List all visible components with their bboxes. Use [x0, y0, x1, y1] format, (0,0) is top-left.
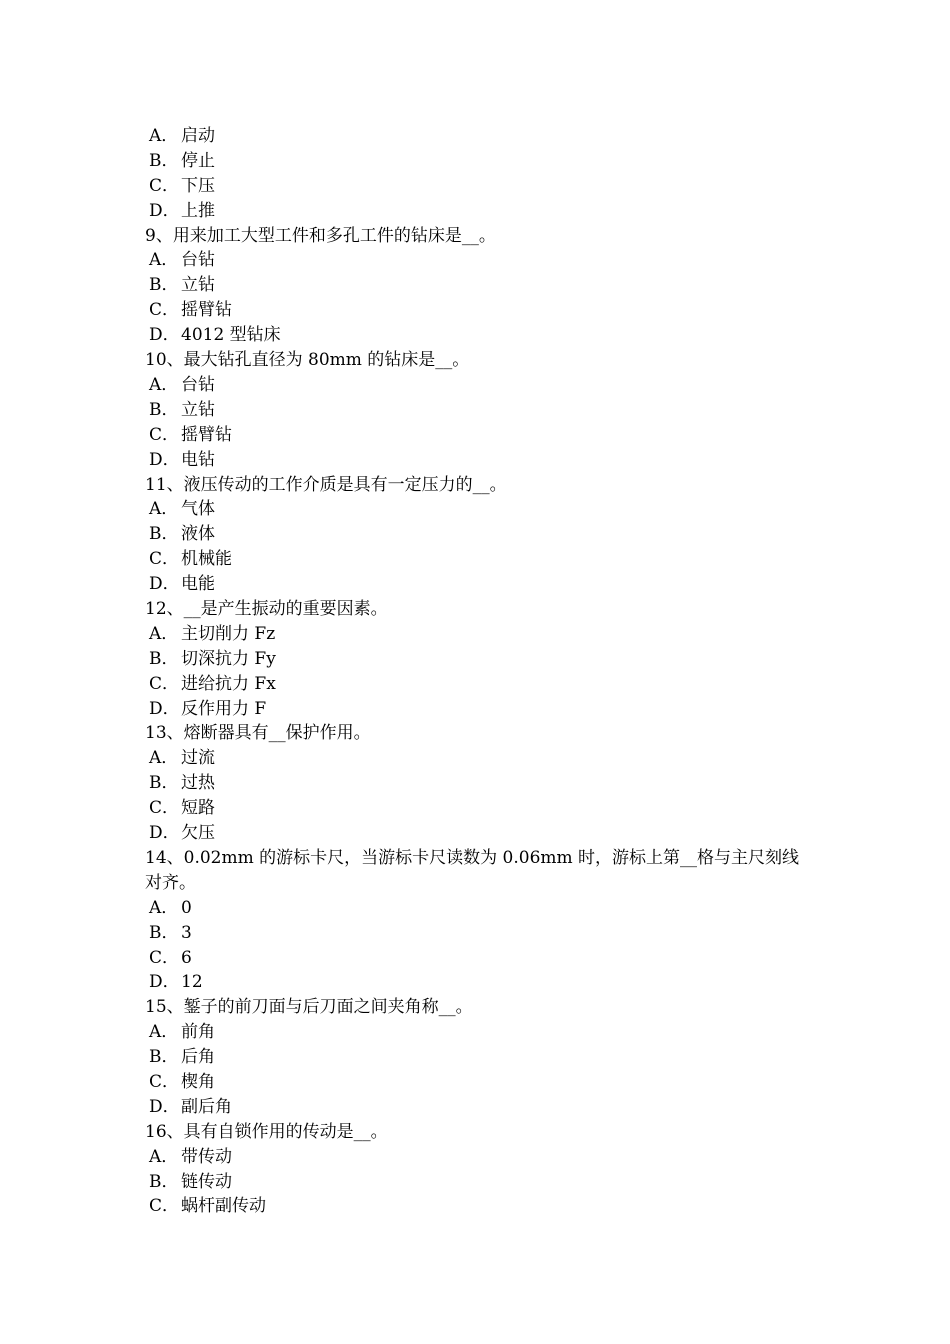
- option-text: 摇臂钻: [181, 300, 232, 321]
- option-line: [145, 821, 815, 846]
- option-letter: C．: [149, 300, 180, 321]
- option-text: 过热: [181, 773, 215, 794]
- option-text: 欠压: [181, 823, 215, 844]
- option-text: 机械能: [181, 549, 232, 570]
- option-letter: B．: [149, 922, 179, 943]
- option-line: [145, 149, 815, 174]
- option-letter: B．: [149, 1047, 179, 1068]
- option-text: 主切削力 Fz: [181, 623, 276, 644]
- option-letter: B．: [149, 399, 179, 420]
- option-line: [145, 497, 815, 522]
- option-line: [145, 199, 815, 224]
- option-line: [145, 323, 815, 348]
- option-letter: C．: [149, 798, 180, 819]
- question-block: [145, 846, 815, 995]
- question-block: [145, 348, 815, 472]
- option-line: [145, 1020, 815, 1045]
- option-line: [145, 423, 815, 448]
- option-line: [145, 697, 815, 722]
- option-line: [145, 248, 815, 273]
- option-text: 电能: [181, 574, 215, 595]
- option-line: [145, 771, 815, 796]
- option-text: 6: [181, 947, 192, 968]
- option-letter: B．: [149, 648, 179, 669]
- option-text: 带传动: [181, 1146, 232, 1167]
- option-letter: B．: [149, 275, 179, 296]
- option-text: 后角: [181, 1047, 215, 1068]
- option-letter: A．: [149, 1022, 179, 1043]
- option-text: 反作用力 F: [181, 698, 267, 719]
- option-line: [145, 298, 815, 323]
- option-line: [145, 398, 815, 423]
- option-text: 启动: [181, 126, 215, 146]
- option-text: 3: [181, 922, 192, 943]
- option-letter: C．: [149, 947, 180, 968]
- option-letter: A．: [149, 126, 179, 146]
- option-letter: D．: [149, 1096, 180, 1117]
- option-letter: A．: [149, 897, 179, 918]
- option-line: [145, 572, 815, 597]
- option-letter: A．: [149, 499, 179, 520]
- question-block: [145, 597, 815, 721]
- option-letter: B．: [149, 150, 179, 171]
- option-letter: A．: [149, 1146, 179, 1167]
- question-stem: 16、具有自锁作用的传动是__。: [145, 1121, 388, 1142]
- option-text: 0: [181, 897, 192, 918]
- question-block: [145, 995, 815, 1119]
- option-line: [145, 796, 815, 821]
- option-letter: D．: [149, 574, 180, 595]
- question-stem: 11、液压传动的工作介质是具有一定压力的__。: [145, 474, 507, 495]
- option-letter: A．: [149, 623, 179, 644]
- option-line: [145, 896, 815, 921]
- option-text: 电钻: [181, 449, 215, 470]
- option-text: 副后角: [181, 1096, 232, 1117]
- option-letter: D．: [149, 325, 180, 346]
- option-text: 上推: [181, 200, 215, 221]
- option-letter: A．: [149, 374, 179, 395]
- option-text: 台钻: [181, 250, 215, 271]
- option-line: [145, 1170, 815, 1195]
- option-letter: A．: [149, 748, 179, 769]
- option-line: [145, 1045, 815, 1070]
- option-line: [145, 1145, 815, 1170]
- option-letter: C．: [149, 549, 180, 570]
- option-line: [145, 273, 815, 298]
- option-line: [145, 647, 815, 672]
- option-letter: D．: [149, 200, 180, 221]
- option-text: 台钻: [181, 374, 215, 395]
- question-stem: 9、用来加工大型工件和多孔工件的钻床是__。: [145, 225, 496, 246]
- question-block: [145, 721, 815, 845]
- option-text: 进给抗力 Fx: [181, 673, 276, 694]
- question-block: [145, 473, 815, 597]
- previous-question-options: [145, 124, 815, 224]
- option-text: 楔角: [181, 1071, 215, 1092]
- option-text: 链传动: [181, 1171, 232, 1192]
- option-letter: B．: [149, 524, 179, 545]
- question-stem: 15、錾子的前刀面与后刀面之间夹角称__。: [145, 997, 473, 1018]
- option-text: 4012 型钻床: [181, 325, 281, 346]
- question-block: [145, 224, 815, 348]
- question-stem: 10、最大钻孔直径为 80mm 的钻床是__。: [145, 350, 470, 371]
- option-text: 停止: [181, 150, 215, 171]
- option-line: [145, 1194, 815, 1219]
- option-line: [145, 622, 815, 647]
- option-letter: D．: [149, 823, 180, 844]
- option-line: [145, 522, 815, 547]
- option-text: 下压: [181, 175, 215, 196]
- option-line: [145, 672, 815, 697]
- option-text: 液体: [181, 524, 215, 545]
- option-text: 气体: [181, 499, 215, 520]
- document-body: [145, 124, 815, 1219]
- option-line: [145, 1095, 815, 1120]
- option-text: 蜗杆副传动: [181, 1196, 266, 1217]
- question-stem: 12、__是产生振动的重要因素。: [145, 598, 388, 619]
- option-letter: A．: [149, 250, 179, 271]
- option-text: 立钻: [181, 399, 215, 420]
- option-letter: B．: [149, 1171, 179, 1192]
- option-text: 摇臂钻: [181, 424, 232, 445]
- option-text: 前角: [181, 1022, 215, 1043]
- option-line: [145, 970, 815, 995]
- option-letter: D．: [149, 449, 180, 470]
- option-line: [145, 1070, 815, 1095]
- option-letter: C．: [149, 673, 180, 694]
- question-stem: 14、0.02mm 的游标卡尺，当游标卡尺读数为 0.06mm 时，游标上第__格与主尺刻线对齐。: [145, 847, 800, 893]
- option-text: 过流: [181, 748, 215, 769]
- question-block: [145, 1120, 815, 1220]
- option-letter: D．: [149, 698, 180, 719]
- option-line: [145, 124, 815, 149]
- option-letter: C．: [149, 1196, 180, 1217]
- option-line: [145, 448, 815, 473]
- option-text: 切深抗力 Fy: [181, 648, 276, 669]
- option-letter: D．: [149, 972, 180, 993]
- option-text: 短路: [181, 798, 215, 819]
- option-line: [145, 174, 815, 199]
- option-letter: C．: [149, 1071, 180, 1092]
- option-line: [145, 946, 815, 971]
- option-letter: C．: [149, 175, 180, 196]
- option-text: 12: [181, 972, 203, 993]
- option-letter: B．: [149, 773, 179, 794]
- option-line: [145, 547, 815, 572]
- option-line: [145, 746, 815, 771]
- option-line: [145, 373, 815, 398]
- option-line: [145, 921, 815, 946]
- question-stem: 13、熔断器具有__保护作用。: [145, 723, 371, 744]
- option-text: 立钻: [181, 275, 215, 296]
- option-letter: C．: [149, 424, 180, 445]
